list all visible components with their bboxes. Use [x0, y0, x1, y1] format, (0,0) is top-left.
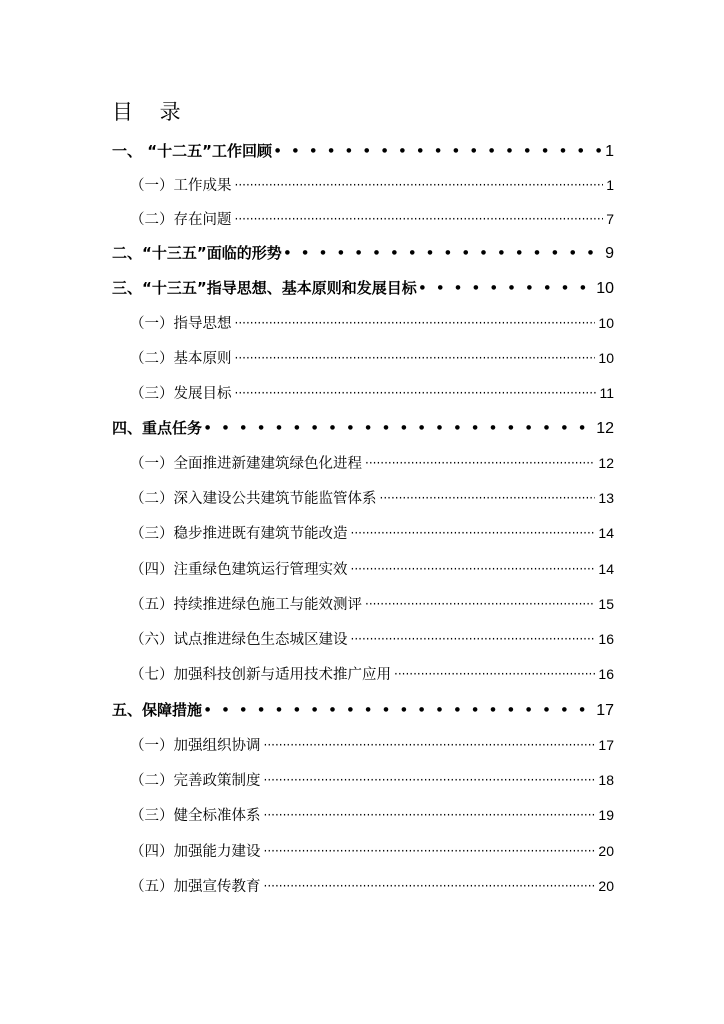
- toc-leader: [394, 661, 595, 687]
- toc-leader: [420, 274, 593, 304]
- toc-entry-title: （一）工作成果: [130, 178, 232, 194]
- toc-chapter-entry[interactable]: [112, 138, 614, 164]
- toc-page-number: 15: [598, 596, 614, 612]
- toc-section-entry[interactable]: [130, 767, 614, 793]
- toc-page-number: 14: [598, 525, 614, 541]
- toc-section-entry[interactable]: [130, 450, 614, 476]
- toc-page-number: 10: [598, 350, 614, 366]
- toc-page-number: 11: [599, 385, 614, 401]
- toc-section-entry[interactable]: [130, 520, 614, 546]
- toc-entry-title: （二）完善政策制度: [130, 773, 261, 789]
- toc-leader: [351, 626, 596, 652]
- toc-leader: [264, 873, 596, 899]
- toc-page-number: 17: [596, 702, 614, 719]
- toc-leader: [235, 172, 604, 198]
- toc-leader: [351, 520, 596, 546]
- toc-leader: [235, 206, 604, 232]
- toc-page-number: 12: [596, 420, 614, 437]
- toc-chapter-entry[interactable]: [112, 415, 614, 441]
- toc-page-number: 7: [606, 211, 614, 227]
- toc-entry-title: （二）基本原则: [130, 351, 232, 367]
- toc-page-number: 18: [598, 772, 614, 788]
- toc-section-entry[interactable]: [130, 345, 614, 371]
- toc-entry-title: （一）全面推进新建建筑绿色化进程: [130, 456, 362, 472]
- toc-section-entry[interactable]: [130, 732, 614, 758]
- toc-section-entry[interactable]: [130, 172, 614, 198]
- toc-leader: [264, 802, 596, 828]
- toc-page-number: 1: [606, 177, 614, 193]
- toc-leader: [205, 696, 593, 726]
- toc-leader: [235, 345, 596, 371]
- toc-page-number: 17: [598, 737, 614, 753]
- toc-entry-title: 五、保障措施: [112, 701, 203, 719]
- toc-leader: [365, 591, 595, 617]
- toc-page-number: 20: [598, 878, 614, 894]
- toc-chapter-entry[interactable]: [112, 697, 614, 723]
- toc-section-entry[interactable]: [130, 485, 614, 511]
- toc-section-entry[interactable]: [130, 591, 614, 617]
- toc-section-entry[interactable]: [130, 380, 614, 406]
- toc-page-number: 10: [596, 280, 614, 297]
- toc-entry-title: 一、 “十二五”工作回顾: [112, 142, 272, 160]
- toc-leader: [275, 137, 602, 167]
- toc-chapter-entry[interactable]: [112, 240, 614, 266]
- toc-leader: [235, 380, 597, 406]
- toc-leader: [285, 239, 602, 269]
- toc-page-number: 9: [605, 245, 614, 262]
- toc-page-number: 13: [598, 490, 614, 506]
- toc-entry-title: 四、重点任务: [112, 419, 203, 437]
- toc-leader: [235, 310, 596, 336]
- toc-page-number: 10: [598, 315, 614, 331]
- toc-leader: [264, 732, 596, 758]
- toc-leader: [264, 838, 596, 864]
- toc-entry-title: （七）加强科技创新与适用技术推广应用: [130, 667, 391, 683]
- toc-entry-title: 三、“十三五”指导思想、基本原则和发展目标: [112, 279, 417, 297]
- toc-page-number: 12: [598, 455, 614, 471]
- toc-page-number: 20: [598, 843, 614, 859]
- toc-entry-title: （一）加强组织协调: [130, 738, 261, 754]
- toc-chapter-entry[interactable]: [112, 275, 614, 301]
- toc-entry-title: （二）深入建设公共建筑节能监管体系: [130, 491, 377, 507]
- toc-section-entry[interactable]: [130, 661, 614, 687]
- toc-leader: [264, 767, 596, 793]
- toc-section-entry[interactable]: [130, 626, 614, 652]
- toc-entry-title: （四）加强能力建设: [130, 844, 261, 860]
- toc-leader: [365, 450, 595, 476]
- toc-page-number: 1: [605, 143, 614, 160]
- toc-section-entry[interactable]: [130, 838, 614, 864]
- toc-entry-title: （五）持续推进绿色施工与能效测评: [130, 597, 362, 613]
- toc-leader: [205, 414, 593, 444]
- toc-section-entry[interactable]: [130, 873, 614, 899]
- toc-entry-title: （三）发展目标: [130, 386, 232, 402]
- toc-page-number: 16: [598, 666, 614, 682]
- toc-entry-title: （三）健全标准体系: [130, 808, 261, 824]
- page-title: 目 录: [112, 100, 191, 124]
- toc-entry-title: 二、“十三五”面临的形势: [112, 244, 282, 262]
- toc-section-entry[interactable]: [130, 556, 614, 582]
- toc-entry-title: （三）稳步推进既有建筑节能改造: [130, 526, 348, 542]
- toc-page-number: 19: [598, 807, 614, 823]
- toc-entry-title: （五）加强宣传教育: [130, 879, 261, 895]
- toc-page-number: 16: [598, 631, 614, 647]
- toc-entry-title: （二）存在问题: [130, 212, 232, 228]
- toc-entry-title: （六）试点推进绿色生态城区建设: [130, 632, 348, 648]
- toc-leader: [380, 485, 596, 511]
- toc-section-entry[interactable]: [130, 310, 614, 336]
- toc-entry-title: （一）指导思想: [130, 316, 232, 332]
- toc-section-entry[interactable]: [130, 206, 614, 232]
- toc-page-number: 14: [598, 561, 614, 577]
- toc-leader: [351, 556, 596, 582]
- toc-entry-title: （四）注重绿色建筑运行管理实效: [130, 562, 348, 578]
- toc-section-entry[interactable]: [130, 802, 614, 828]
